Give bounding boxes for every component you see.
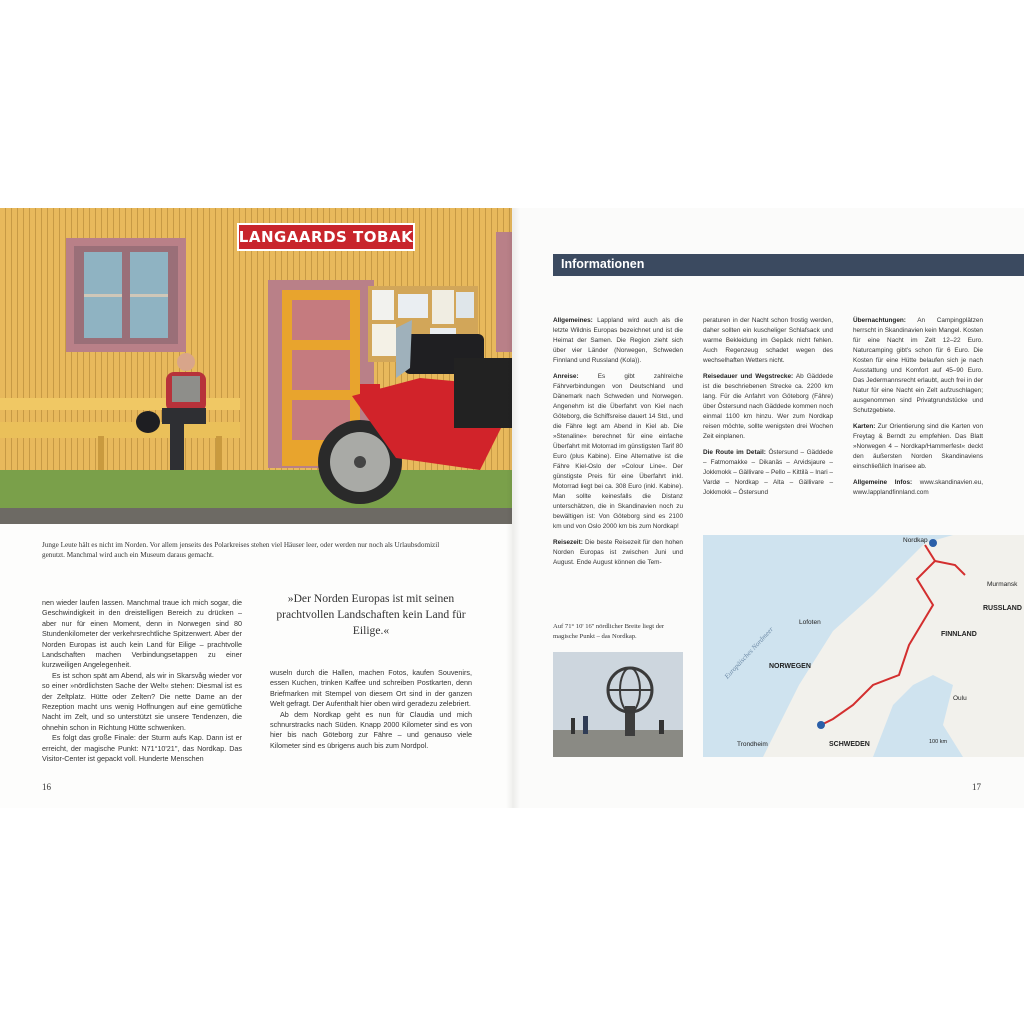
photo-illustration	[0, 208, 512, 524]
info-text: Ab Gäddede ist die beschriebenen Strecke ca. 2200 km lang. Für die Anfahrt von Göteborg (Fähre) über Östersund nach Gäddede kommen noch einmal 1100 km hinzu. Wer zum Nordkap reisen möchte, sollte wenigsten drei Wochen Zeit einplanen.	[703, 373, 834, 440]
map-label-murmansk: Murmansk	[987, 581, 1018, 588]
body-column-1	[42, 598, 242, 765]
info-text: Lappland wird auch als die letzte Wildnis Europas bezeichnet und ist die Heimat der Samen. Die Region zieht sich über vier Länder (Norwegen, Schweden Finnland und Russland (Kola)).	[553, 317, 683, 364]
paragraph: Es ist schon spät am Abend, als wir in Skarsvåg wieder vor so einer »nördlichsten Sache der Welt« stehen: Diesmal ist es der Zeltplatz. Hütte oder Zelten? Die nette Dame an der Rezeption macht uns wenig Hoffnungen auf eine gemütliche Nacht im Zelt, und so unterstützt sie unsere Tendenzen, die ohnehin schon in Richtung Hütte schwenken.	[42, 670, 242, 732]
map-label-russland: RUSSLAND	[983, 605, 1022, 612]
info-heading: Reisedauer und Wegstrecke:	[703, 373, 794, 380]
page-number-left: 16	[42, 782, 51, 792]
paragraph: Es folgt das große Finale: der Sturm aufs Kap. Dann ist er erreicht, der magische Punkt: N71°10'21'', das Nordkap. Das Visitor-Center ist gepackt voll. Hunderte Menschen	[42, 733, 242, 764]
info-heading: Allgemeines:	[553, 317, 593, 324]
shop-sign-text: LANGAARDS TOBAK	[238, 228, 414, 246]
page-number-right: 17	[972, 782, 981, 792]
sea-label: Europäisches Nordmeer	[723, 625, 776, 681]
info-column-1	[553, 316, 683, 574]
map-scale: 100 km	[929, 739, 948, 745]
info-title: Informationen	[561, 257, 645, 271]
left-page	[0, 208, 512, 808]
pull-quote: »Der Norden Europas ist mit seinen prachtvollen Landschaften kein Land für Eilige.«	[276, 592, 466, 638]
info-paragraph	[553, 372, 683, 532]
nordkap-caption: Auf 71° 10' 16'' nördlicher Breite liegt der magische Punkt – das Nordkap.	[553, 623, 665, 640]
info-heading: Die Route im Detail:	[703, 449, 766, 456]
map-label-lofoten: Lofoten	[799, 619, 821, 626]
map-label-oulu: Oulu	[953, 695, 967, 702]
book-gutter	[506, 208, 520, 808]
info-column-3	[853, 316, 983, 504]
info-heading: Reisezeit:	[553, 539, 583, 546]
info-paragraph	[853, 422, 983, 472]
info-header-bar	[553, 254, 1024, 276]
info-paragraph	[703, 372, 833, 442]
info-paragraph	[703, 316, 833, 366]
info-text: www.skandinavien.eu, www.lapplandfinnland.com	[853, 479, 983, 496]
paragraph: nen wieder laufen lassen. Manchmal traue ich mich sogar, die Geschwindigkeit in den dreistelligen Bereich zu drücken – aber nur für einen Moment, denn in Norwegen sind 80 Stundenkilometer der verkehrsrechtliche Spitzenwert. Aber der Norden Europas ist auch kein Land für Eilige – prachtvolle Landschaften machen Verbindungsetappen zu einer kurzweiligen Angelegenheit.	[42, 598, 242, 670]
info-paragraph	[853, 316, 983, 416]
info-text: Zur Orientierung sind die Karten von Freytag & Berndt zu empfehlen. Das Blatt »Norwegen 4 – Nordkap/Hammerfest« deckt den äußersten Norden Skandinaviens einschließlich Inarisee ab.	[853, 423, 983, 470]
paragraph: Ab dem Nordkap geht es nun für Claudia und mich schnurstracks nach Süden. Knapp 2000 Kilometer sind es von hier bis nach Göteborg zur Fähre – und genauso viele Kilometer sind es übrigens auch bis zum Nordpol.	[270, 709, 472, 750]
info-paragraph	[703, 448, 833, 498]
info-paragraph	[553, 316, 683, 366]
photo-caption: Junge Leute hält es nicht im Norden. Vor allem jenseits des Polarkreises stehen viel Häuser leer, oder werden nur noch als Urlaubsdomizil genutzt. Manchmal wird auch ein Museum daraus gemacht.	[42, 541, 440, 559]
nordkap-illustration	[553, 652, 683, 757]
info-column-2	[703, 316, 833, 504]
info-text: Östersund – Gäddede – Fatmomakke – Dikanäs – Arvidsjaure – Jokkmokk – Gällivare – Pello – Kittilä – Inari – Vardø – Nordkap – Alta – Gällivare – Jokkmokk – Östersund	[703, 449, 833, 496]
info-heading: Allgemeine Infos:	[853, 479, 913, 486]
info-text: Die beste Reisezeit für den hohen Norden Europas ist zwischen Juni und August. Ende August können die Tem-	[553, 539, 683, 566]
info-paragraph	[853, 478, 983, 498]
paragraph: wuseln durch die Hallen, machen Fotos, kaufen Souvenirs, essen Kuchen, trinken Kaffee und schreiben Postkarten, denn Briefmarken mit Stempel von diesem Ort sind in der ganzen Welt gefragt. Der Aufenthalt hier oben wird geradezu zelebriert.	[270, 668, 472, 709]
map-label-norwegen: NORWEGEN	[769, 663, 811, 670]
info-paragraph	[553, 538, 683, 568]
nordkap-globe-photo	[553, 652, 683, 757]
route-map	[703, 535, 1024, 757]
map-label-schweden: SCHWEDEN	[829, 741, 870, 748]
info-heading: Karten:	[853, 423, 876, 430]
info-heading: Übernachtungen:	[853, 317, 906, 324]
info-text: Es gibt zahlreiche Fährverbindungen von Deutschland und Dänemark nach Schweden und Norwegen. Angenehm ist die Überfahrt von Kiel nach Göteborg, die Schiffsreise dauert 14 Std., und die Fähre legt am Abend in Kiel ab. Die »Stenaline« berechnet für eine einfache Überfahrt mit Motorrad im günstigsten Tarif 80 Euro (plus Kabine). Eine Alternative ist die Fähre Kiel-Oslo der »Colour Line«. Der günstigste Preis für eine Überfahrt inkl. Motorrad liegt bei ca. 308 Euro (inkl. Kabine). Man sollte keinesfalls die Distanz unterschätzen, die in Skandinavien noch zu bewältigen ist: Von Göteborg sind es 2100 km und von Oslo 2000 km bis zum Nordkap!	[553, 373, 683, 530]
house-motorcycle-photo	[0, 208, 512, 524]
map-label-trondheim: Trondheim	[737, 741, 768, 748]
info-text: An Campingplätzen herrscht in Skandinavien kein Mangel. Kosten für eine Nacht im Zelt 12–22 Euro. Naturcamping gibt's schon für 6 Euro. Die Kosten für eine Hütte belaufen sich je nach Ausstattung und Komfort auf 45–90 Euro. Das Jedermannsrecht erlaubt, auch frei in der Natur für eine Nacht ein Zelt aufzuschlagen; ausgenommen sind Privatgrundstücke und Schutzgebiete.	[853, 317, 983, 414]
map-label-nordkap: Nordkap	[903, 537, 928, 544]
info-heading: Anreise:	[553, 373, 579, 380]
body-column-2	[270, 668, 472, 751]
info-text: peraturen in der Nacht schon frostig werden, daher sollten ein kuscheliger Schlafsack und warme Bekleidung im Gepäck nicht fehlen. Auch Regenzeug schadet wegen des wechselhaften Wetters nicht.	[703, 317, 833, 364]
map-label-finnland: FINNLAND	[941, 631, 977, 638]
